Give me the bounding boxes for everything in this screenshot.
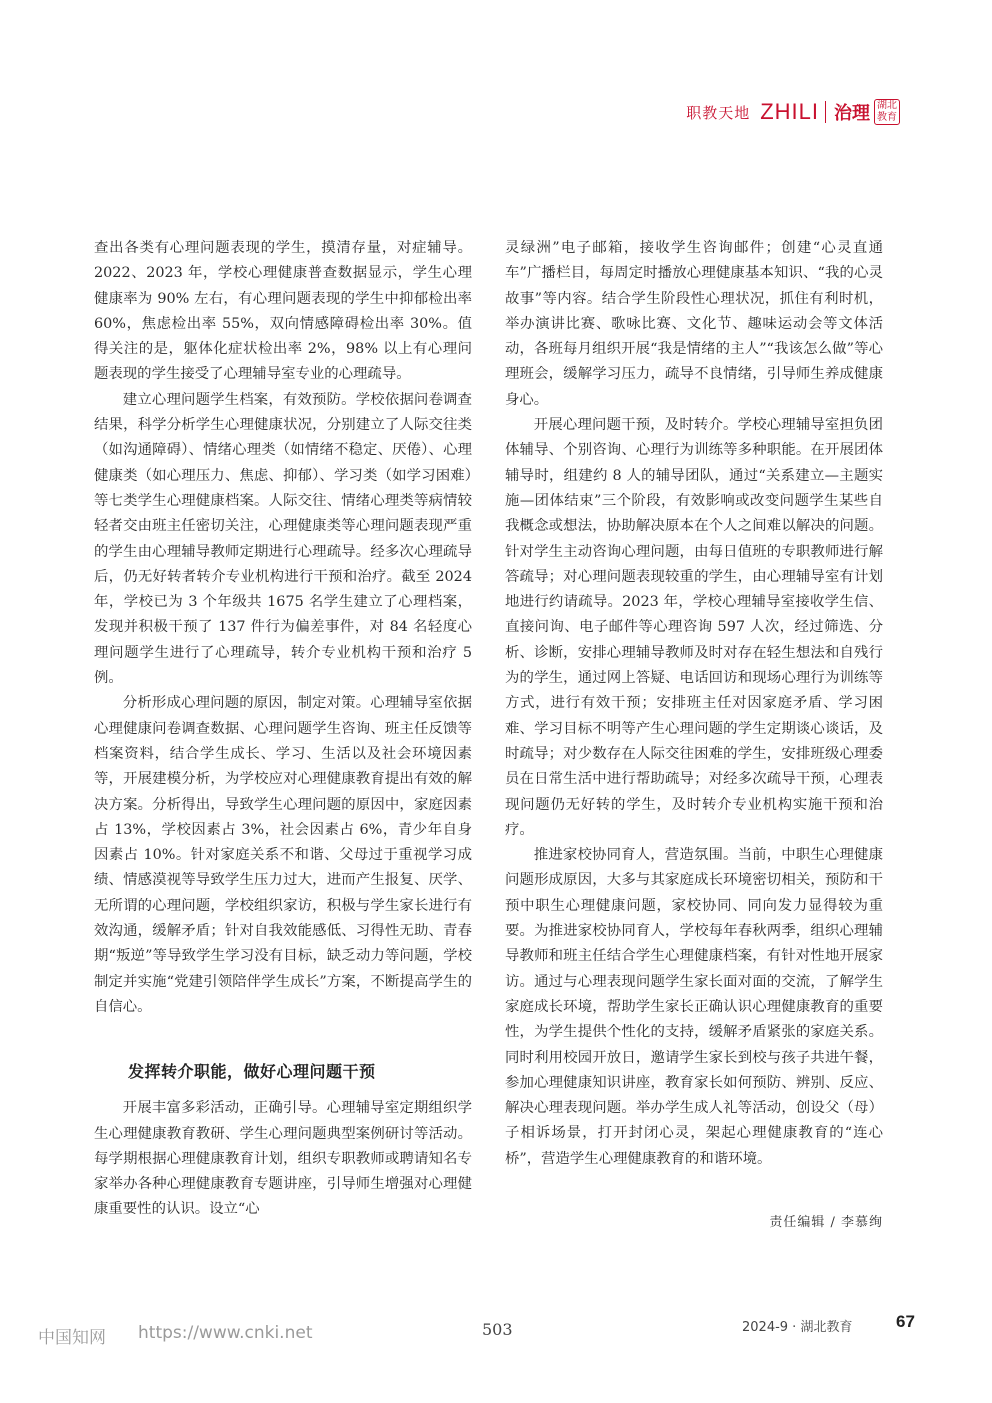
paragraph: 建立心理问题学生档案，有效预防。学校依据问卷调查结果，科学分析学生心理健康状况，分别建立了人际交往类（如沟通障碍）、情绪心理类（如情绪不稳定、厌倦）、心理健康类（如心理压力、焦虑、抑郁）、学习类（如学习困难）等七类学生心理健康档案。人际交往、情绪心理类等病情较轻者交由班主任密切关注，心理健康类等心理问题表现严重的学生由心理辅导教师定期进行心理疏导。经多次心理疏导后，仍无好转者转介专业机构进行干预和治疗。截至 2024 年，学校已为 3 个年级共 1675 名学生建立了心理档案，发现并积极干预了 137 件行为偏差事件，对 84 名轻度心理问题学生进行了心理疏导，转介专业机构干预和治疗 5 例。	[94, 391, 472, 687]
page-number: 67	[896, 1312, 915, 1331]
page-sequence-number: 503	[482, 1320, 513, 1339]
paragraph: 分析形成心理问题的原因，制定对策。心理辅导室依据心理健康问卷调查数据、心理问题学生咨询、班主任反馈等档案资料，结合学生成长、学习、生活以及社会环境因素等，开展建模分析，为学校应对心理健康教育提出有效的解决方案。分析得出，导致学生心理问题的原因中，家庭因素占 13%，学校因素占 3%，社会因素占 6%，青少年自身因素占 10%。针对家庭关系不和谐、父母过于重视学习成绩、情感漠视等导致学生压力过大，进而产生报复、厌学、无所谓的心理问题，学校组织家访，积极与学生家长进行有效沟通，缓解矛盾；针对自我效能感低、习得性无助、青春期“叛逆”等导致学生学习没有目标，缺乏动力等问题，学校制定并实施“党建引领陪伴学生成长”方案，不断提高学生的自信心。	[94, 695, 472, 1015]
section-latin-name: ZHILI	[760, 99, 819, 124]
section-name: 职教天地	[686, 103, 751, 122]
header-divider	[825, 101, 826, 123]
page-header	[686, 92, 900, 132]
left-column	[94, 236, 472, 1223]
responsible-editor: 责任编辑 / 李慕绚	[769, 1214, 883, 1230]
paragraph: 推进家校协同育人，营造氛围。当前，中职生心理健康问题形成原因，大多与其家庭成长环境密切相关，预防和干预中职生心理健康问题，家校协同、同向发力显得较为重要。为推进家校协同育人，学校每年春秋两季，组织心理辅导教师和班主任结合学生心理健康档案，有针对性地开展家访。通过与心理表现问题学生家长面对面的交流，了解学生家庭成长环境，帮助学生家长正确认识心理健康教育的重要性，为学生提供个性化的支持，缓解矛盾紧张的家庭关系。同时利用校园开放日，邀请学生家长到校与孩子共进午餐，参加心理健康知识讲座，教育家长如何预防、辨别、反应、解决心理表现问题。举办学生成人礼等活动，创设父（母）子相诉场景，打开封闭心灵，架起心理健康教育的“连心桥”，营造学生心理健康教育的和谐环境。	[505, 847, 883, 1167]
paragraph: 开展心理问题干预，及时转介。学校心理辅导室担负团体辅导、个别咨询、心理行为训练等多种职能。在开展团体辅导时，组建约 8 人的辅导团队，通过“关系建立—主题实施—团体结束”三个阶段，有效影响或改变问题学生某些自我概念或想法，协助解决原本在个人之间难以解决的问题。针对学生主动咨询心理问题，由每日值班的专职教师进行解答疏导；对心理问题表现较重的学生，由心理辅导室有计划地进行约请疏导。2023 年，学校心理辅导室接收学生信、直接问询、电子邮件等心理咨询 597 人次，经过筛选、分析、诊断，安排心理辅导教师及时对存在轻生想法和自残行为的学生，通过网上答疑、电话回访和现场心理行为训练等方式，进行有效干预；安排班主任对因家庭矛盾、学习困难、学习目标不明等产生心理问题的学生定期谈心谈话，及时疏导；对少数存在人际交往困难的学生，安排班级心理委员在日常生活中进行帮助疏导；对经多次疏导干预，心理表现问题仍无好转的学生，及时转介专业机构实施干预和治疗。	[505, 417, 883, 838]
cnki-url: https://www.cnki.net	[138, 1323, 313, 1343]
journal-issue: 2024-9 · 湖北教育	[742, 1320, 853, 1335]
paragraph: 开展丰富多彩活动，正确引导。心理辅导室定期组织学生心理健康教育教研、学生心理问题典型案例研讨等活动。每学期根据心理健康教育计划，组织专职教师或聘请知名专家举办各种心理健康教育专题讲座，引导师生增强对心理健康重要性的认识。设立“心	[94, 1100, 472, 1218]
right-column	[505, 236, 883, 1235]
journal-seal-logo: 湖北教育	[874, 99, 900, 125]
paragraph: 查出各类有心理问题表现的学生，摸清存量，对症辅导。2022、2023 年，学校心理健康普查数据显示，学生心理健康率为 90% 左右，有心理问题表现的学生中抑郁检出率 60%，焦虑检出率 55%，双向情感障碍检出率 30%。值得关注的是，躯体化症状检出率 2%，98% 以上有心理问题表现的学生接受了心理辅导室专业的心理疏导。	[94, 240, 472, 383]
brand-title: 治理	[834, 103, 870, 124]
paragraph: 灵绿洲”电子邮箱，接收学生咨询邮件；创建“心灵直通车”广播栏目，每周定时播放心理健康基本知识、“我的心灵故事”等内容。结合学生阶段性心理状况，抓住有利时机，举办演讲比赛、歌咏比赛、文化节、趣味运动会等文体活动，各班每月组织开展“我是情绪的主人”“我该怎么做”等心理班会，缓解学习压力，疏导不良情绪，引导师生养成健康身心。	[505, 240, 883, 408]
cnki-watermark: 中国知网	[38, 1328, 106, 1348]
section-heading: 发挥转介职能，做好心理问题干预	[128, 1062, 376, 1082]
